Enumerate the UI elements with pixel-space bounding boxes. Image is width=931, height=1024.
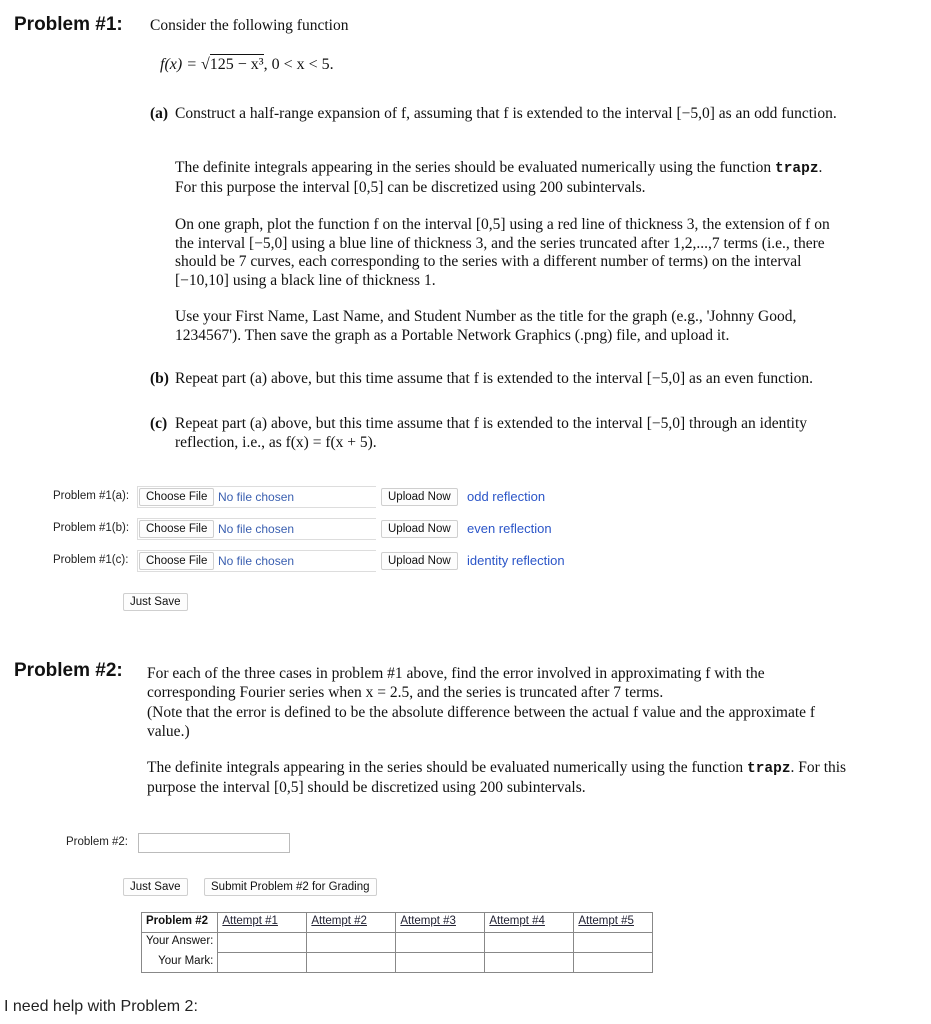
- file-status: No file chosen: [218, 554, 295, 568]
- upload-label: Problem #1(a):: [53, 490, 130, 502]
- upload-now-button[interactable]: Upload Now: [381, 520, 458, 538]
- answer-cell: [218, 933, 307, 953]
- odd-reflection-link[interactable]: odd reflection: [467, 489, 546, 504]
- part-a-text: Construct a half-range expansion of f, assuming that f is extended to the interval [−5,0] as an odd function.: [175, 105, 837, 122]
- attempt-2-cell: [307, 913, 396, 933]
- attempt-5-link[interactable]: Attempt #5: [578, 915, 634, 927]
- problem2-p1: For each of the three cases in problem #1 above, find the error involved in approximating f with the corresponding Fourier series when x = 2.5, and the series is truncated after 7 terms.: [147, 665, 765, 701]
- problem2-title: Problem #2:: [14, 660, 123, 681]
- upload-label: Problem #1(b):: [53, 522, 130, 534]
- problem1-intro: Consider the following function: [150, 17, 349, 34]
- problem1-title: Problem #1:: [14, 14, 123, 35]
- problem2-answer-label: Problem #2:: [66, 836, 129, 848]
- mark-cell: [307, 953, 396, 973]
- part-a-p3: Use your First Name, Last Name, and Student Number as the title for the graph (e.g., 'Johnny Good, 1234567'). Then save the graph as a Portable Network Graphics (.png) file, and upload it.: [175, 308, 797, 344]
- upload-label: Problem #1(c):: [53, 554, 129, 566]
- choose-file-button[interactable]: Choose File: [139, 488, 214, 506]
- problem1-just-save-button[interactable]: Just Save: [123, 593, 188, 611]
- choose-file-button[interactable]: Choose File: [139, 520, 214, 538]
- table-row: [142, 913, 653, 933]
- attempt-1-cell: [218, 913, 307, 933]
- upload-now-button[interactable]: Upload Now: [381, 552, 458, 570]
- your-mark-label: Your Mark:: [142, 953, 218, 973]
- attempts-table: [141, 912, 653, 973]
- part-a-p1: [175, 159, 845, 197]
- file-status: No file chosen: [218, 490, 295, 504]
- part-c-text: Repeat part (a) above, but this time assume that f is extended to the interval [−5,0] through an identity reflection, i.e., as f(x) = f(x + 5).: [175, 415, 808, 451]
- part-a-p1-after: . For this purpose the interval [0,5] can be discretized using 200 subintervals.: [175, 159, 823, 196]
- part-a-p2: On one graph, plot the function f on the interval [0,5] using a red line of thickness 3, the extension of f on the interval [−5,0] using a blue line of thickness 3, and the series truncated after 1,2,...,7 terms (i.e., there should be 7 curves, each corresponding to the series with a different number of terms) on the interval [−10,10] using a black line of thickness 1.: [175, 216, 830, 289]
- your-answer-label: Your Answer:: [142, 933, 218, 953]
- problem2-p2-before: The definite integrals appearing in the series should be evaluated numerically using the function: [147, 759, 744, 776]
- part-b-label: (b): [150, 370, 169, 387]
- attempt-3-link[interactable]: Attempt #3: [400, 915, 456, 927]
- identity-reflection-link[interactable]: identity reflection: [467, 553, 565, 568]
- problem2-note: (Note that the error is defined to be the absolute difference between the actual f value and the approximate f value.): [147, 704, 816, 740]
- attempt-2-link[interactable]: Attempt #2: [311, 915, 367, 927]
- attempt-4-cell: [485, 913, 574, 933]
- problem2-p2-code: trapz: [747, 761, 791, 777]
- mark-cell: [218, 953, 307, 973]
- answer-cell: [485, 933, 574, 953]
- function-equation: [160, 56, 334, 74]
- mark-cell: [485, 953, 574, 973]
- mark-cell: [396, 953, 485, 973]
- mark-cell: [574, 953, 653, 973]
- part-a-p1-code: trapz: [775, 161, 819, 177]
- table-header: Problem #2: [142, 913, 218, 933]
- problem2-p2: [147, 759, 847, 797]
- table-row: [142, 953, 653, 973]
- part-a-label: (a): [150, 105, 169, 122]
- table-row: [142, 933, 653, 953]
- attempt-1-link[interactable]: Attempt #1: [222, 915, 278, 927]
- file-status: No file chosen: [218, 522, 295, 536]
- answer-cell: [307, 933, 396, 953]
- attempt-4-link[interactable]: Attempt #4: [489, 915, 545, 927]
- problem2-just-save-button[interactable]: Just Save: [123, 878, 188, 896]
- part-c-label: (c): [150, 415, 168, 432]
- problem2-answer-input[interactable]: [138, 833, 290, 853]
- equation-radicand: 125 − x³: [209, 56, 264, 73]
- equation-lhs: f(x) =: [160, 56, 201, 73]
- choose-file-button[interactable]: Choose File: [139, 552, 214, 570]
- sqrt-sign: √: [201, 56, 210, 73]
- attempt-5-cell: [574, 913, 653, 933]
- submit-problem2-button[interactable]: Submit Problem #2 for Grading: [204, 878, 377, 896]
- part-b-text: Repeat part (a) above, but this time assume that f is extended to the interval [−5,0] as an even function.: [175, 370, 814, 387]
- answer-cell: [574, 933, 653, 953]
- problem2-p2-after: . For this purpose the interval [0,5] should be discretized using 200 subintervals.: [147, 759, 847, 796]
- even-reflection-link[interactable]: even reflection: [467, 521, 552, 536]
- equation-domain: , 0 < x < 5.: [263, 56, 334, 73]
- help-footer: I need help with Problem 2:: [4, 998, 198, 1015]
- answer-cell: [396, 933, 485, 953]
- upload-now-button[interactable]: Upload Now: [381, 488, 458, 506]
- attempt-3-cell: [396, 913, 485, 933]
- part-a-p1-before: The definite integrals appearing in the series should be evaluated numerically using the function: [175, 159, 772, 176]
